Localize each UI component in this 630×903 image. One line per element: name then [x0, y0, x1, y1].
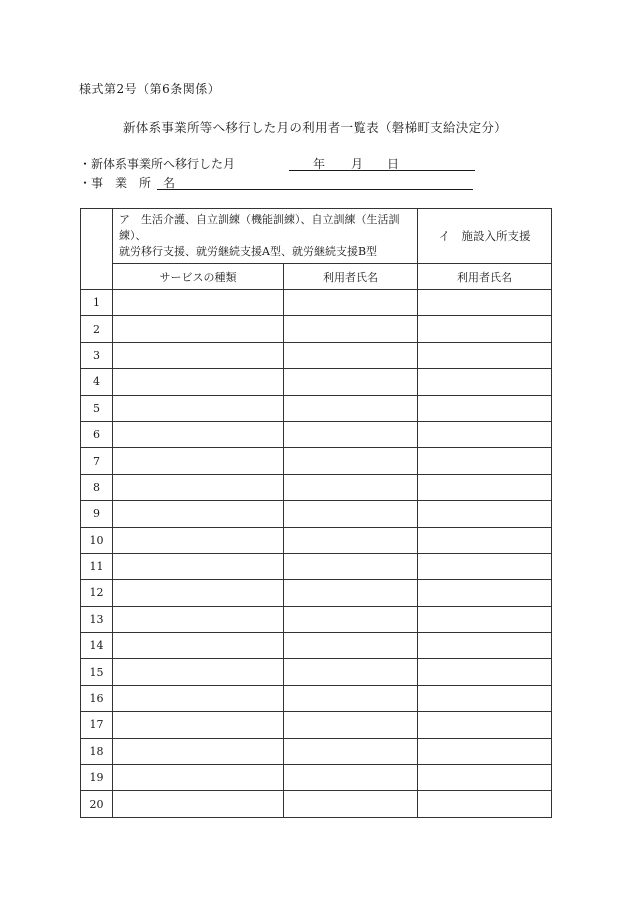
user-name-cell-a[interactable] — [284, 421, 418, 447]
service-type-cell[interactable] — [113, 290, 284, 316]
user-name-cell-b[interactable] — [418, 659, 552, 685]
row-number: 3 — [81, 342, 113, 368]
user-name-cell-a[interactable] — [284, 791, 418, 817]
table-row — [81, 685, 552, 711]
service-type-cell[interactable] — [113, 738, 284, 764]
user-name-cell-b[interactable] — [418, 421, 552, 447]
user-list-table — [80, 208, 552, 818]
table-row — [81, 421, 552, 447]
row-number: 8 — [81, 474, 113, 500]
row-number: 19 — [81, 765, 113, 791]
day-label: 日 — [387, 157, 400, 171]
row-number: 17 — [81, 712, 113, 738]
user-name-cell-b[interactable] — [418, 633, 552, 659]
service-type-cell[interactable] — [113, 421, 284, 447]
table-row — [81, 765, 552, 791]
table-row — [81, 342, 552, 368]
user-name-cell-b[interactable] — [418, 342, 552, 368]
transition-date-input[interactable] — [289, 155, 475, 171]
table-row — [81, 791, 552, 817]
row-number: 5 — [81, 395, 113, 421]
month-label: 月 — [351, 157, 364, 171]
user-name-cell-a[interactable] — [284, 685, 418, 711]
office-name-label: ・事 業 所 名 — [79, 176, 176, 190]
row-number: 18 — [81, 738, 113, 764]
service-type-cell[interactable] — [113, 316, 284, 342]
user-name-cell-b[interactable] — [418, 501, 552, 527]
table-row — [81, 395, 552, 421]
service-type-cell[interactable] — [113, 685, 284, 711]
service-type-cell[interactable] — [113, 527, 284, 553]
service-type-cell[interactable] — [113, 659, 284, 685]
user-name-cell-b[interactable] — [418, 448, 552, 474]
office-name-input[interactable] — [157, 174, 473, 190]
user-name-cell-b[interactable] — [418, 685, 552, 711]
user-name-cell-b[interactable] — [418, 290, 552, 316]
year-label: 年 — [313, 157, 326, 171]
service-type-cell[interactable] — [113, 791, 284, 817]
service-type-cell[interactable] — [113, 712, 284, 738]
group-header-row — [81, 209, 552, 264]
service-type-cell[interactable] — [113, 553, 284, 579]
row-number: 15 — [81, 659, 113, 685]
user-name-header-a: 利用者氏名 — [284, 264, 418, 290]
service-type-cell[interactable] — [113, 580, 284, 606]
row-number: 12 — [81, 580, 113, 606]
table-row — [81, 448, 552, 474]
user-name-cell-a[interactable] — [284, 738, 418, 764]
user-name-header-b: 利用者氏名 — [418, 264, 552, 290]
table-row — [81, 369, 552, 395]
user-name-cell-b[interactable] — [418, 474, 552, 500]
user-name-cell-a[interactable] — [284, 659, 418, 685]
user-name-cell-a[interactable] — [284, 553, 418, 579]
user-name-cell-b[interactable] — [418, 527, 552, 553]
user-name-cell-b[interactable] — [418, 369, 552, 395]
user-name-cell-a[interactable] — [284, 316, 418, 342]
service-type-cell[interactable] — [113, 501, 284, 527]
row-number: 10 — [81, 527, 113, 553]
user-name-cell-a[interactable] — [284, 395, 418, 421]
row-number: 20 — [81, 791, 113, 817]
user-name-cell-a[interactable] — [284, 342, 418, 368]
group-a-line1: ア 生活介護、自立訓練（機能訓練）、自立訓練（生活訓練）、 — [119, 213, 400, 242]
table-row — [81, 606, 552, 632]
user-name-cell-b[interactable] — [418, 765, 552, 791]
user-name-cell-a[interactable] — [284, 369, 418, 395]
group-a-line2: 就労移行支援、就労継続支援A型、就労継続支援B型 — [119, 245, 378, 258]
number-header-cell — [81, 209, 113, 290]
table-row — [81, 501, 552, 527]
row-number: 14 — [81, 633, 113, 659]
user-name-cell-b[interactable] — [418, 395, 552, 421]
service-type-cell[interactable] — [113, 765, 284, 791]
user-name-cell-b[interactable] — [418, 606, 552, 632]
service-type-cell[interactable] — [113, 369, 284, 395]
group-b-header: イ 施設入所支援 — [418, 209, 552, 264]
user-name-cell-b[interactable] — [418, 738, 552, 764]
table-row — [81, 738, 552, 764]
row-number: 2 — [81, 316, 113, 342]
table-row — [81, 712, 552, 738]
user-name-cell-b[interactable] — [418, 316, 552, 342]
row-number: 7 — [81, 448, 113, 474]
user-name-cell-a[interactable] — [284, 501, 418, 527]
group-a-header — [113, 209, 418, 264]
table-row — [81, 474, 552, 500]
user-name-cell-a[interactable] — [284, 580, 418, 606]
service-type-cell[interactable] — [113, 342, 284, 368]
service-type-cell[interactable] — [113, 633, 284, 659]
table-row — [81, 580, 552, 606]
user-name-cell-a[interactable] — [284, 765, 418, 791]
user-name-cell-a[interactable] — [284, 606, 418, 632]
table-row — [81, 527, 552, 553]
row-number: 9 — [81, 501, 113, 527]
row-number: 11 — [81, 553, 113, 579]
user-name-cell-b[interactable] — [418, 712, 552, 738]
form-number: 様式第2号（第6条関係） — [79, 82, 221, 96]
user-name-cell-a[interactable] — [284, 290, 418, 316]
transition-month-label: ・新体系事業所へ移行した月 — [79, 157, 236, 171]
row-number: 1 — [81, 290, 113, 316]
table-row — [81, 633, 552, 659]
user-name-cell-a[interactable] — [284, 474, 418, 500]
user-name-cell-b[interactable] — [418, 580, 552, 606]
user-name-cell-a[interactable] — [284, 448, 418, 474]
user-name-cell-a[interactable] — [284, 712, 418, 738]
column-header-row — [81, 264, 552, 290]
user-name-cell-b[interactable] — [418, 791, 552, 817]
user-name-cell-b[interactable] — [418, 553, 552, 579]
service-type-header: サービスの種類 — [113, 264, 284, 290]
table-row — [81, 290, 552, 316]
table-row — [81, 659, 552, 685]
row-number: 4 — [81, 369, 113, 395]
row-number: 6 — [81, 421, 113, 447]
user-name-cell-a[interactable] — [284, 633, 418, 659]
table-row — [81, 553, 552, 579]
document-title: 新体系事業所等へ移行した月の利用者一覧表（磐梯町支給決定分） — [122, 120, 507, 135]
user-name-cell-a[interactable] — [284, 527, 418, 553]
service-type-cell[interactable] — [113, 474, 284, 500]
row-number: 16 — [81, 685, 113, 711]
row-number: 13 — [81, 606, 113, 632]
service-type-cell[interactable] — [113, 395, 284, 421]
service-type-cell[interactable] — [113, 606, 284, 632]
table-row — [81, 316, 552, 342]
service-type-cell[interactable] — [113, 448, 284, 474]
